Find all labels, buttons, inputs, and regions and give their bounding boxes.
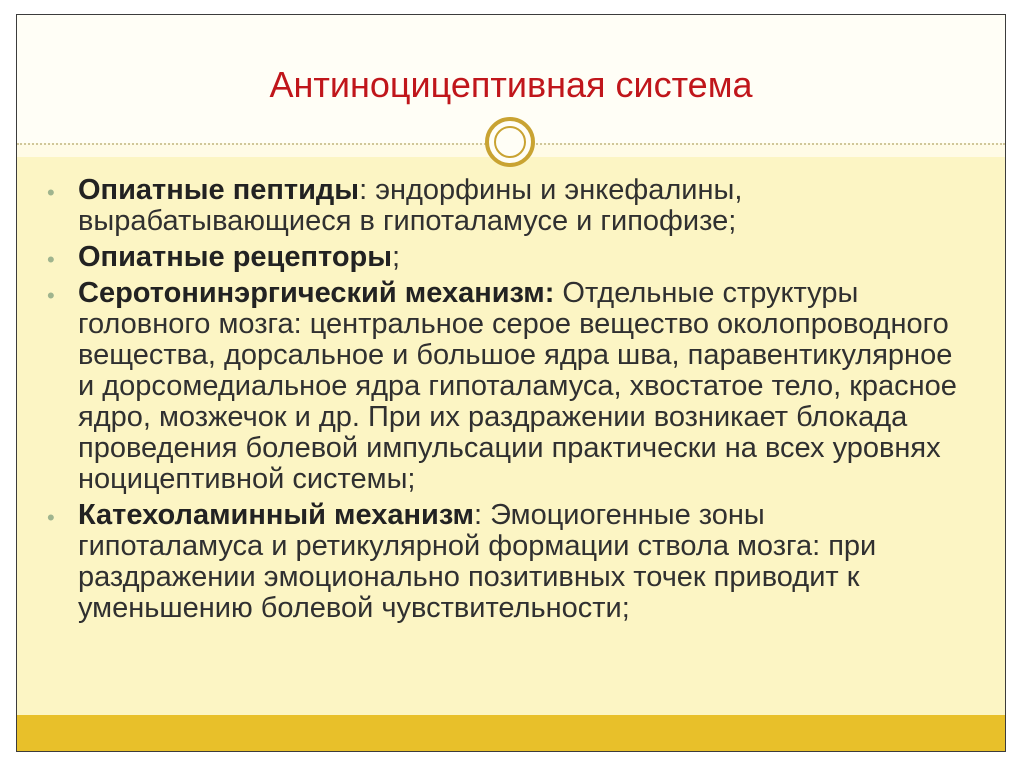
bullet-item-serotonergic-mechanism xyxy=(17,278,957,495)
bullet-icon: • xyxy=(47,247,55,272)
bottom-band xyxy=(17,715,1005,751)
bullet-heading: Катехоламинный механизм xyxy=(78,499,474,531)
bullet-body: ; xyxy=(392,241,401,273)
bullet-body: Отдельные структуры головного мозга: центральное серое вещество околопроводного вещества, дорсальное и большое ядра шва, паравентикулярное и дорсомедиальное ядра гипоталамуса, хвостатое тело, красное ядро, мозжечок и др. При их раздражении возникает блокада проведения болевой импульсации практически на всех уровнях ноцицептивной системы; xyxy=(78,277,957,495)
bullet-text xyxy=(78,277,957,495)
bullet-item-catecholamine-mechanism xyxy=(17,500,957,624)
circle-ornament-inner xyxy=(494,126,526,158)
bullet-text xyxy=(78,499,876,624)
bullet-body: : Эмоциогенные зоны гипоталамуса и ретикулярной формации ствола мозга: при раздражении эмоционально позитивных точек приводит к уменьшению болевой чувствительности; xyxy=(78,499,877,624)
bullet-body: : эндорфины и энкефалины, вырабатывающиеся в гипоталамусе и гипофизе; xyxy=(78,174,743,237)
slide-title: Антиноцицептивная система xyxy=(269,64,753,105)
bullet-heading: Опиатные пептиды xyxy=(78,174,360,206)
slide-frame xyxy=(16,14,1006,752)
bullet-icon: • xyxy=(47,505,55,530)
bullet-item-opiate-peptides xyxy=(17,175,957,237)
circle-ornament-icon xyxy=(485,117,535,167)
bullet-icon: • xyxy=(47,283,55,308)
bullet-heading: Опиатные рецепторы xyxy=(78,241,393,273)
bullet-text xyxy=(78,241,400,273)
bullet-list xyxy=(17,175,957,629)
bullet-icon: • xyxy=(47,180,55,205)
bullet-text xyxy=(78,174,742,237)
bullet-heading: Серотонинэргический механизм: xyxy=(78,277,555,309)
bullet-item-opiate-receptors xyxy=(17,242,957,273)
